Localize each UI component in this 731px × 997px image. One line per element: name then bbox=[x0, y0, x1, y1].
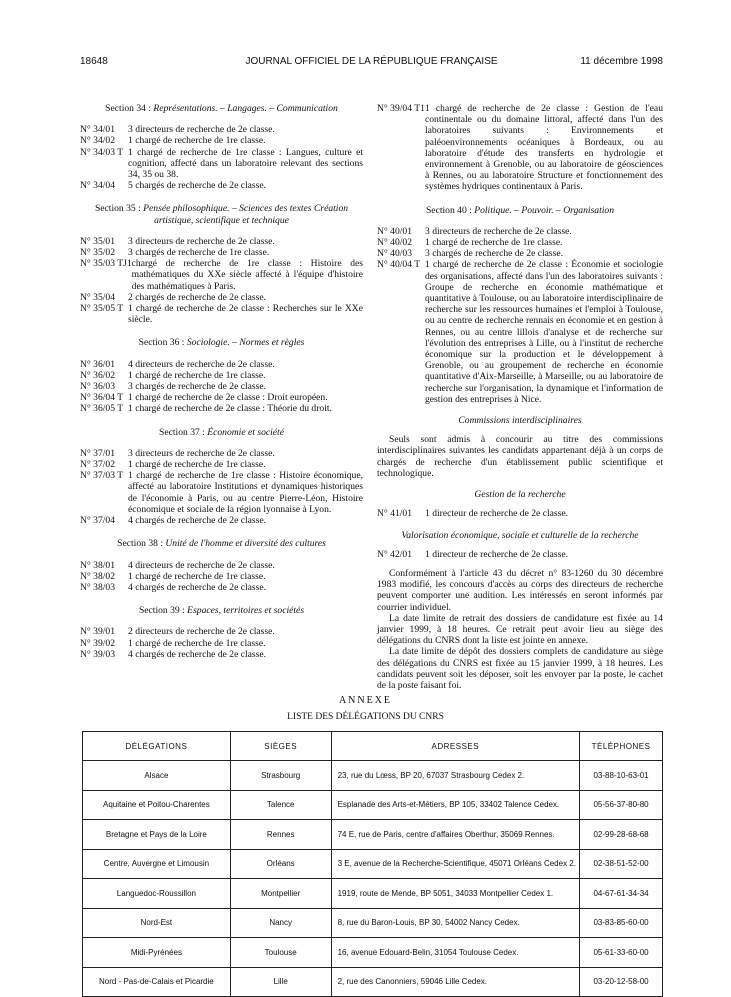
post-code: N° 41/01 bbox=[377, 508, 413, 520]
address-cell: 16, avenue Edouard-Belin, 31054 Toulouse Cedex. bbox=[331, 938, 579, 968]
post-code: N° 36/05 T bbox=[80, 403, 124, 415]
post-entry bbox=[80, 571, 363, 582]
section-heading bbox=[80, 203, 363, 225]
post-entry bbox=[377, 248, 663, 259]
page-number: 18648 bbox=[80, 56, 108, 67]
annexe-title: ANNEXE bbox=[338, 695, 393, 706]
journal-title: JOURNAL OFFICIEL DE LA RÉPUBLIQUE FRANÇAISE bbox=[245, 56, 498, 67]
table-row bbox=[83, 761, 663, 791]
column-header-sieges: SIÈGES bbox=[230, 732, 331, 761]
post-code: N° 37/03 T bbox=[80, 470, 124, 482]
siege-cell: Toulouse bbox=[230, 938, 331, 968]
post-entry bbox=[80, 135, 363, 146]
address-cell: 1919, route de Mende, BP 5051, 34033 Montpellier Cedex 1. bbox=[331, 879, 579, 909]
post-code: N° 35/01 bbox=[80, 235, 116, 247]
post-text: 3 directeurs de recherche de 2e classe. bbox=[128, 124, 275, 136]
post-entry bbox=[80, 124, 363, 135]
post-entry bbox=[80, 560, 363, 571]
post-entry bbox=[80, 448, 363, 459]
management-heading: Gestion de la recherche bbox=[474, 489, 566, 501]
post-text: 4 chargés de recherche de 2e classe. bbox=[128, 581, 267, 593]
section-heading bbox=[377, 205, 663, 216]
post-text: 3 directeurs de recherche de 2e classe. bbox=[128, 447, 275, 459]
address-cell: 2, rue des Canonniers, 59046 Lille Cedex. bbox=[331, 967, 579, 997]
phone-cell: 03-88-10-63-01 bbox=[580, 761, 663, 791]
address-cell: Esplanade des Arts-et-Métiers, BP 105, 33402 Talence Cedex. bbox=[331, 790, 579, 820]
post-code: N° 35/05 T bbox=[80, 303, 124, 315]
section-heading bbox=[80, 337, 363, 348]
phone-cell: 03-83-85-60-00 bbox=[580, 908, 663, 938]
post-text: 4 directeurs de recherche de 2e classe. bbox=[128, 358, 275, 370]
post-text: 2 chargés de recherche de 2e classe. bbox=[128, 291, 267, 303]
siege-cell: Montpellier bbox=[230, 879, 331, 909]
table-row bbox=[83, 908, 663, 938]
table-row bbox=[83, 938, 663, 968]
column-header-delegations: DÉLÉGATIONS bbox=[83, 732, 231, 761]
post-code: N° 37/01 bbox=[80, 447, 116, 459]
post-text: 3 directeurs de recherche de 2e classe. bbox=[425, 225, 572, 237]
table-row bbox=[83, 849, 663, 879]
phone-cell: 03-20-12-58-00 bbox=[580, 967, 663, 997]
post-entry bbox=[80, 370, 363, 381]
section-number: Section 37 : bbox=[159, 426, 208, 438]
post-entry bbox=[377, 259, 663, 405]
post-text: 1 chargé de recherche de 1re classe : Langues, culture et cognition, affecté dans un laboratoire relevant des sections 34, 35 ou 38. bbox=[128, 146, 363, 181]
post-code: N° 35/02 bbox=[80, 247, 116, 259]
post-entry bbox=[80, 292, 363, 303]
delegation-cell: Nord-Est bbox=[83, 908, 231, 938]
post-entry bbox=[80, 247, 363, 258]
post-text: 4 chargés de recherche de 2e classe. bbox=[128, 648, 267, 660]
section-number: Section 40 : bbox=[425, 204, 475, 216]
post-entry bbox=[80, 303, 363, 325]
post-code: N° 38/01 bbox=[80, 559, 116, 571]
section-title: Pensée philosophique. – Sciences des textes Création artistique, scientifique et technique bbox=[143, 203, 349, 226]
post-entry bbox=[80, 515, 363, 526]
valorisation-heading: Valorisation économique, sociale et culturelle de la recherche bbox=[401, 529, 639, 541]
post-entry bbox=[80, 626, 363, 637]
post-text: chargé de recherche de 1re classe : Histoire des mathématiques du XXe siècle affecté à l'équipe d'histoire des mathématiques à Paris. bbox=[131, 258, 363, 292]
delegation-cell: Languedoc-Roussillon bbox=[83, 879, 231, 909]
post-code: N° 36/02 bbox=[80, 369, 116, 381]
post-code: N° 35/03 TJ1 bbox=[80, 258, 132, 270]
phone-cell: 02-99-28-68-68 bbox=[580, 820, 663, 850]
publication-date: 11 décembre 1998 bbox=[580, 56, 663, 67]
siege-cell: Rennes bbox=[230, 820, 331, 850]
post-text: 4 directeurs de recherche de 2e classe. bbox=[128, 559, 275, 571]
post-text: 1 chargé de recherche de 1re classe. bbox=[425, 237, 563, 249]
post-code: N° 40/04 T bbox=[377, 259, 421, 271]
address-cell: 8, rue du Baron-Louis, BP 30, 54002 Nancy Cedex. bbox=[331, 908, 579, 938]
closing-paragraph: La date limite de retrait des dossiers de candidature est fixée au 14 janvier 1999, à 18 heures. Ce retrait peut avoir lieu au siège des délégations du CNRS dont la liste est jointe en annexe. bbox=[377, 612, 663, 647]
post-code: N° 37/04 bbox=[80, 515, 116, 527]
annexe-subtitle: LISTE DES DÉLÉGATIONS DU CNRS bbox=[287, 712, 444, 722]
post-text: 1 chargé de recherche de 1re classe. bbox=[128, 570, 266, 582]
post-entry bbox=[377, 226, 663, 237]
post-code: N° 39/04 T1 bbox=[377, 103, 425, 114]
post-code: N° 36/01 bbox=[80, 358, 116, 370]
post-entry bbox=[80, 258, 363, 292]
delegation-cell: Midi-Pyrénées bbox=[83, 938, 231, 968]
post-text: 3 chargés de recherche de 1re classe. bbox=[128, 247, 270, 259]
post-text: 1 chargé de recherche de 2e classe : Droit européen. bbox=[128, 392, 328, 404]
post-entry bbox=[80, 403, 363, 414]
post-code: N° 34/02 bbox=[80, 135, 116, 147]
post-code: N° 36/04 T bbox=[80, 392, 124, 404]
section-number: Section 39 : bbox=[138, 605, 188, 617]
post-code: N° 37/02 bbox=[80, 459, 116, 471]
post-text: 1 chargé de recherche de 2e classe : Théorie du droit. bbox=[128, 403, 332, 415]
section-title: Représentations. – Langages. – Communication bbox=[153, 103, 338, 114]
section-heading bbox=[80, 605, 363, 616]
post-entry bbox=[80, 359, 363, 370]
interdisciplinary-heading: Commissions interdisciplinaires bbox=[458, 415, 582, 427]
column-header-adresses: ADRESSES bbox=[331, 732, 579, 761]
post-text: 1 chargé de recherche de 2e classe : Gestion de l'eau continentale ou du domaine littoral, affecté dans l'un des laboratoires suivants : Environnements et paléoenvironnements océaniques à Bordeaux, ou au laboratoire d'étude des transferts en hydrologie et environnement à Grenoble, ou au laboratoire de géosciences à Rennes, ou au laboratoire Structure et fonctionnement des systèmes hydriques continentaux à Paris. bbox=[425, 103, 663, 193]
delegation-cell: Bretagne et Pays de la Loire bbox=[83, 820, 231, 850]
post-entry bbox=[80, 147, 363, 181]
post-text: 5 chargés de recherche de 2e classe. bbox=[128, 180, 267, 192]
siege-cell: Lille bbox=[230, 967, 331, 997]
post-entry bbox=[80, 236, 363, 247]
post-code: N° 34/01 bbox=[80, 124, 116, 136]
post-entry bbox=[80, 392, 363, 403]
left-column bbox=[80, 103, 363, 660]
closing-paragraph: La date limite de dépôt des dossiers complets de candidature au siège des délégations du CNRS est fixée au 15 janvier 1999, à 18 heures. Les candidats peuvent soit les déposer, soit les envoyer par la poste, le cachet de la poste faisant foi. bbox=[377, 646, 663, 691]
section-number: Section 34 : bbox=[105, 103, 154, 114]
post-code: N° 39/02 bbox=[80, 637, 116, 649]
post-entry bbox=[80, 470, 363, 515]
post-text: 1 chargé de recherche de 1re classe. bbox=[128, 459, 266, 471]
phone-cell: 05-56-37-80-80 bbox=[580, 790, 663, 820]
siege-cell: Talence bbox=[230, 790, 331, 820]
delegation-cell: Centre, Auvergne et Limousin bbox=[83, 849, 231, 879]
post-entry bbox=[377, 237, 663, 248]
post-entry bbox=[377, 103, 663, 193]
siege-cell: Nancy bbox=[230, 908, 331, 938]
section-heading bbox=[80, 103, 363, 114]
post-code: N° 35/04 bbox=[80, 291, 116, 303]
post-text: 4 chargés de recherche de 2e classe. bbox=[128, 515, 267, 527]
column-header-telephones: TÉLÉPHONES bbox=[580, 732, 663, 761]
section-title: Espaces, territoires et sociétés bbox=[187, 605, 305, 617]
delegation-cell: Alsace bbox=[83, 761, 231, 791]
right-column bbox=[377, 103, 663, 691]
post-text: 1 chargé de recherche de 1re classe. bbox=[128, 637, 266, 649]
phone-cell: 05-61-33-60-00 bbox=[580, 938, 663, 968]
section-title: Unité de l'homme et diversité des cultures bbox=[165, 538, 326, 550]
post-code: N° 34/04 bbox=[80, 180, 116, 192]
post-code: N° 42/01 bbox=[377, 548, 413, 560]
section-number: Section 36 : bbox=[138, 337, 187, 349]
post-entry bbox=[377, 549, 663, 560]
table-row bbox=[83, 967, 663, 997]
post-text: 1 chargé de recherche de 1re classe : Histoire économique, affecté au laboratoire Institutions et dynamiques historiques de l'économie à Paris, ou au centre Pierre-Léon, Histoire économique et sociale de la région lyonnaise à Lyon. bbox=[128, 470, 363, 515]
post-text: 1 directeur de recherche de 2e classe. bbox=[425, 548, 569, 560]
post-entry bbox=[80, 381, 363, 392]
post-entry bbox=[80, 459, 363, 470]
post-code: N° 34/03 T bbox=[80, 146, 124, 158]
table-row bbox=[83, 879, 663, 909]
phone-cell: 04-67-61-34-34 bbox=[580, 879, 663, 909]
section-title: Sociologie. – Normes et règles bbox=[186, 337, 305, 349]
post-text: 3 directeurs de recherche de 2e classe. bbox=[128, 235, 275, 247]
address-cell: 3 E, avenue de la Recherche-Scientifique, 45071 Orléans Cedex 2. bbox=[331, 849, 579, 879]
address-cell: 74 E, rue de Paris, centre d'affaires Oberthur, 35069 Rennes. bbox=[331, 820, 579, 850]
post-text: 1 chargé de recherche de 1re classe. bbox=[128, 369, 266, 381]
post-code: N° 40/02 bbox=[377, 237, 413, 249]
delegations-table bbox=[82, 731, 663, 997]
post-code: N° 39/03 bbox=[80, 648, 116, 660]
post-text: 1 directeur de recherche de 2e classe. bbox=[425, 508, 569, 520]
post-code: N° 38/03 bbox=[80, 581, 116, 593]
post-code: N° 39/01 bbox=[80, 626, 116, 638]
section-number: Section 35 : bbox=[94, 203, 144, 215]
page-header bbox=[80, 56, 663, 70]
post-text: 2 directeurs de recherche de 2e classe. bbox=[128, 626, 275, 638]
table-header-row bbox=[83, 732, 663, 761]
delegation-cell: Nord - Pas-de-Calais et Picardie bbox=[83, 967, 231, 997]
post-text: 1 chargé de recherche de 2e classe : Recherches sur le XXe siècle. bbox=[128, 303, 363, 326]
post-text: 3 chargés de recherche de 2e classe. bbox=[425, 248, 564, 260]
section-heading bbox=[80, 427, 363, 438]
address-cell: 23, rue du Lœss, BP 20, 67037 Strasbourg Cedex 2. bbox=[331, 761, 579, 791]
phone-cell: 02-38-51-52-00 bbox=[580, 849, 663, 879]
table-row bbox=[83, 790, 663, 820]
post-entry bbox=[80, 649, 363, 660]
post-entry bbox=[80, 582, 363, 593]
post-entry bbox=[80, 638, 363, 649]
interdisciplinary-text: Seuls sont admis à concourir au titre des commissions interdisciplinaires suivantes les candidats appartenant déjà à un corps de chargés de recherche d'un établissement public scientifique et technologique. bbox=[377, 434, 663, 479]
siege-cell: Orléans bbox=[230, 849, 331, 879]
post-text: 1 chargé de recherche de 2e classe : Économie et sociologie des organisations, affecté dans l'un des laboratoires suivants : Groupe de recherche en économie mathématique et quantitative à Toulouse, ou au laboratoire interdisciplinaire de recherche sur les ressources humaines et l'emploi à Toulouse, ou au centre de recherche rennais en économie et en gestion à Rennes, ou au centre lillois d'analyse et de recherche sur l'évolution des entreprises à Lille, ou à l'institut de recherche économique sur la production et le développement à Grenoble, ou au groupement de recherche en économie quantitative d'Aix-Marseille, à Marseille, ou au laboratoire de recherche sur l'organisation, la dynamique et l'information de gestion des entreprises à Nice. bbox=[425, 259, 663, 405]
section-title: Économie et société bbox=[207, 426, 284, 438]
table-row bbox=[83, 820, 663, 850]
post-code: N° 38/02 bbox=[80, 570, 116, 582]
post-code: N° 40/01 bbox=[377, 225, 413, 237]
section-title: Politique. – Pouvoir. – Organisation bbox=[474, 204, 615, 216]
siege-cell: Strasbourg bbox=[230, 761, 331, 791]
delegation-cell: Aquitaine et Poitou-Charentes bbox=[83, 790, 231, 820]
post-code: N° 40/03 bbox=[377, 248, 413, 260]
post-entry bbox=[80, 180, 363, 191]
post-entry bbox=[377, 508, 663, 519]
post-text: 3 chargés de recherche de 2e classe. bbox=[128, 381, 267, 393]
post-code: N° 36/03 bbox=[80, 381, 116, 393]
closing-paragraph: Conformément à l'article 43 du décret n° 83-1260 du 30 décembre 1983 modifié, les concours d'accès au corps des directeurs de recherche peuvent comporter une audition. Les intéressés en seront informés par courrier individuel. bbox=[377, 567, 663, 613]
section-heading bbox=[80, 538, 363, 549]
section-number: Section 38 : bbox=[117, 538, 166, 550]
post-text: 1 chargé de recherche de 1re classe. bbox=[128, 135, 266, 147]
